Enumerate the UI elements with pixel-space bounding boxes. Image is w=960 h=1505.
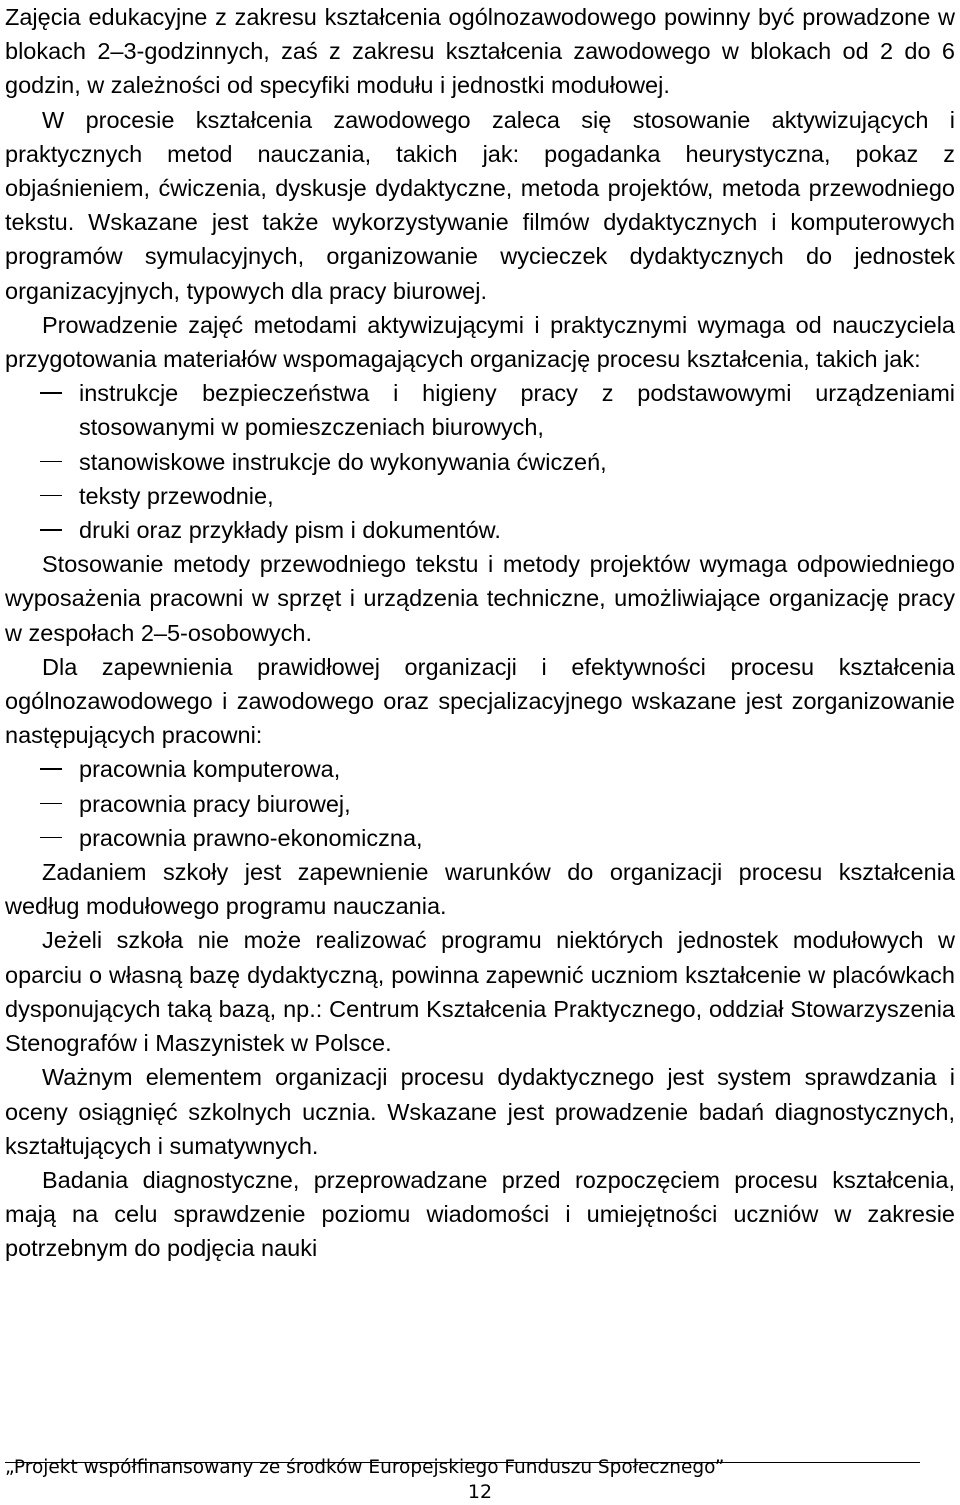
dash-bullet-icon [40, 803, 62, 805]
paragraph-external-base: Jeżeli szkoła nie może realizować programu niektórych jednostek modułowych w oparciu o własną bazę dydaktyczną, powinna zapewnić uczniom kształcenie w placówkach dysponujących taką bazą, np.: Centrum Kształcenia Praktycznego, oddział Stowarzyszenia Stenografów i Maszynistek w Polsce. [5, 927, 955, 1057]
list-item [5, 445, 955, 479]
dash-bullet-icon [40, 837, 62, 839]
dash-bullet-icon [40, 768, 62, 770]
list-item [5, 376, 955, 444]
list-item [5, 513, 955, 547]
dash-bullet-icon [40, 392, 62, 394]
document-page [5, 0, 955, 1266]
paragraph-school-task: Zadaniem szkoły jest zapewnienie warunków do organizacji procesu kształcenia według modułowego programu nauczania. [5, 859, 955, 920]
list-item-text: pracownia komputerowa, [79, 756, 341, 783]
paragraph-block-schedule: Zajęcia edukacyjne z zakresu kształcenia ogólnozawodowego powinny być prowadzone w blokach 2–3-godzinnych, zaś z zakresu kształcenia zawodowego w blokach od 2 do 6 godzin, w zależności od specyfiki modułu i jednostki modułowej. [5, 4, 955, 99]
list-item-text: pracownia pracy biurowej, [79, 790, 351, 817]
list-item [5, 752, 955, 786]
dash-bullet-icon [40, 495, 62, 497]
paragraph-diagnostics: Badania diagnostyczne, przeprowadzane przed rozpoczęciem procesu kształcenia, mają na celu sprawdzenie poziomu wiadomości i umiejętności uczniów w zakresie potrzebnym do podjęcia nauki [5, 1166, 955, 1262]
paragraph-equipment: Stosowanie metody przewodniego tekstu i metody projektów wymaga odpowiedniego wyposażenia pracowni w sprzęt i urządzenia techniczne, umożliwiające organizację pracy w zespołach 2–5-osobowych. [5, 551, 955, 646]
list-item [5, 787, 955, 821]
materials-list [5, 376, 955, 547]
list-item [5, 821, 955, 855]
list-item-text: instrukcje bezpieczeństwa i higieny pracy z podstawowymi urządzeniami stosowanymi w pomieszczeniach biurowych, [79, 380, 955, 441]
list-item-text: druki oraz przykłady pism i dokumentów. [79, 517, 501, 544]
dash-bullet-icon [40, 529, 62, 531]
workshops-list [5, 752, 955, 855]
paragraph-teaching-methods: W procesie kształcenia zawodowego zaleca się stosowanie aktywizujących i praktycznych metod nauczania, takich jak: pogadanka heurystyczna, pokaz z objaśnieniem, ćwiczenia, dyskusje dydaktyczne, metoda projektów, metoda przewodniego tekstu. Wskazane jest także wykorzystywanie filmów dydaktycznych i komputerowych programów symulacyjnych, organizowanie wycieczek dydaktycznych do jednostek organizacyjnych, typowych dla pracy biurowej. [5, 106, 955, 304]
paragraph-materials-intro: Prowadzenie zajęć metodami aktywizującymi i praktycznymi wymaga od nauczyciela przygotowania materiałów wspomagających organizację procesu kształcenia, takich jak: [5, 311, 955, 373]
footer-project-note: „Projekt współfinansowany ze środków Europejskiego Funduszu Społecznego” [5, 1457, 725, 1478]
page-number: 12 [467, 1481, 493, 1503]
dash-bullet-icon [40, 461, 62, 463]
list-item [5, 479, 955, 513]
paragraph-assessment: Ważnym elementem organizacji procesu dydaktycznego jest system sprawdzania i oceny osiągnięć szkolnych ucznia. Wskazane jest prowadzenie badań diagnostycznych, kształtujących i sumatywnych. [5, 1064, 955, 1159]
list-item-text: pracownia prawno-ekonomiczna, [79, 824, 423, 851]
paragraph-workshops-intro: Dla zapewnienia prawidłowej organizacji i efektywności procesu kształcenia ogólnozawodowego i zawodowego oraz specjalizacyjnego wskazane jest zorganizowanie następujących pracowni: [5, 653, 955, 749]
list-item-text: teksty przewodnie, [79, 482, 274, 509]
list-item-text: stanowiskowe instrukcje do wykonywania ćwiczeń, [79, 448, 607, 475]
